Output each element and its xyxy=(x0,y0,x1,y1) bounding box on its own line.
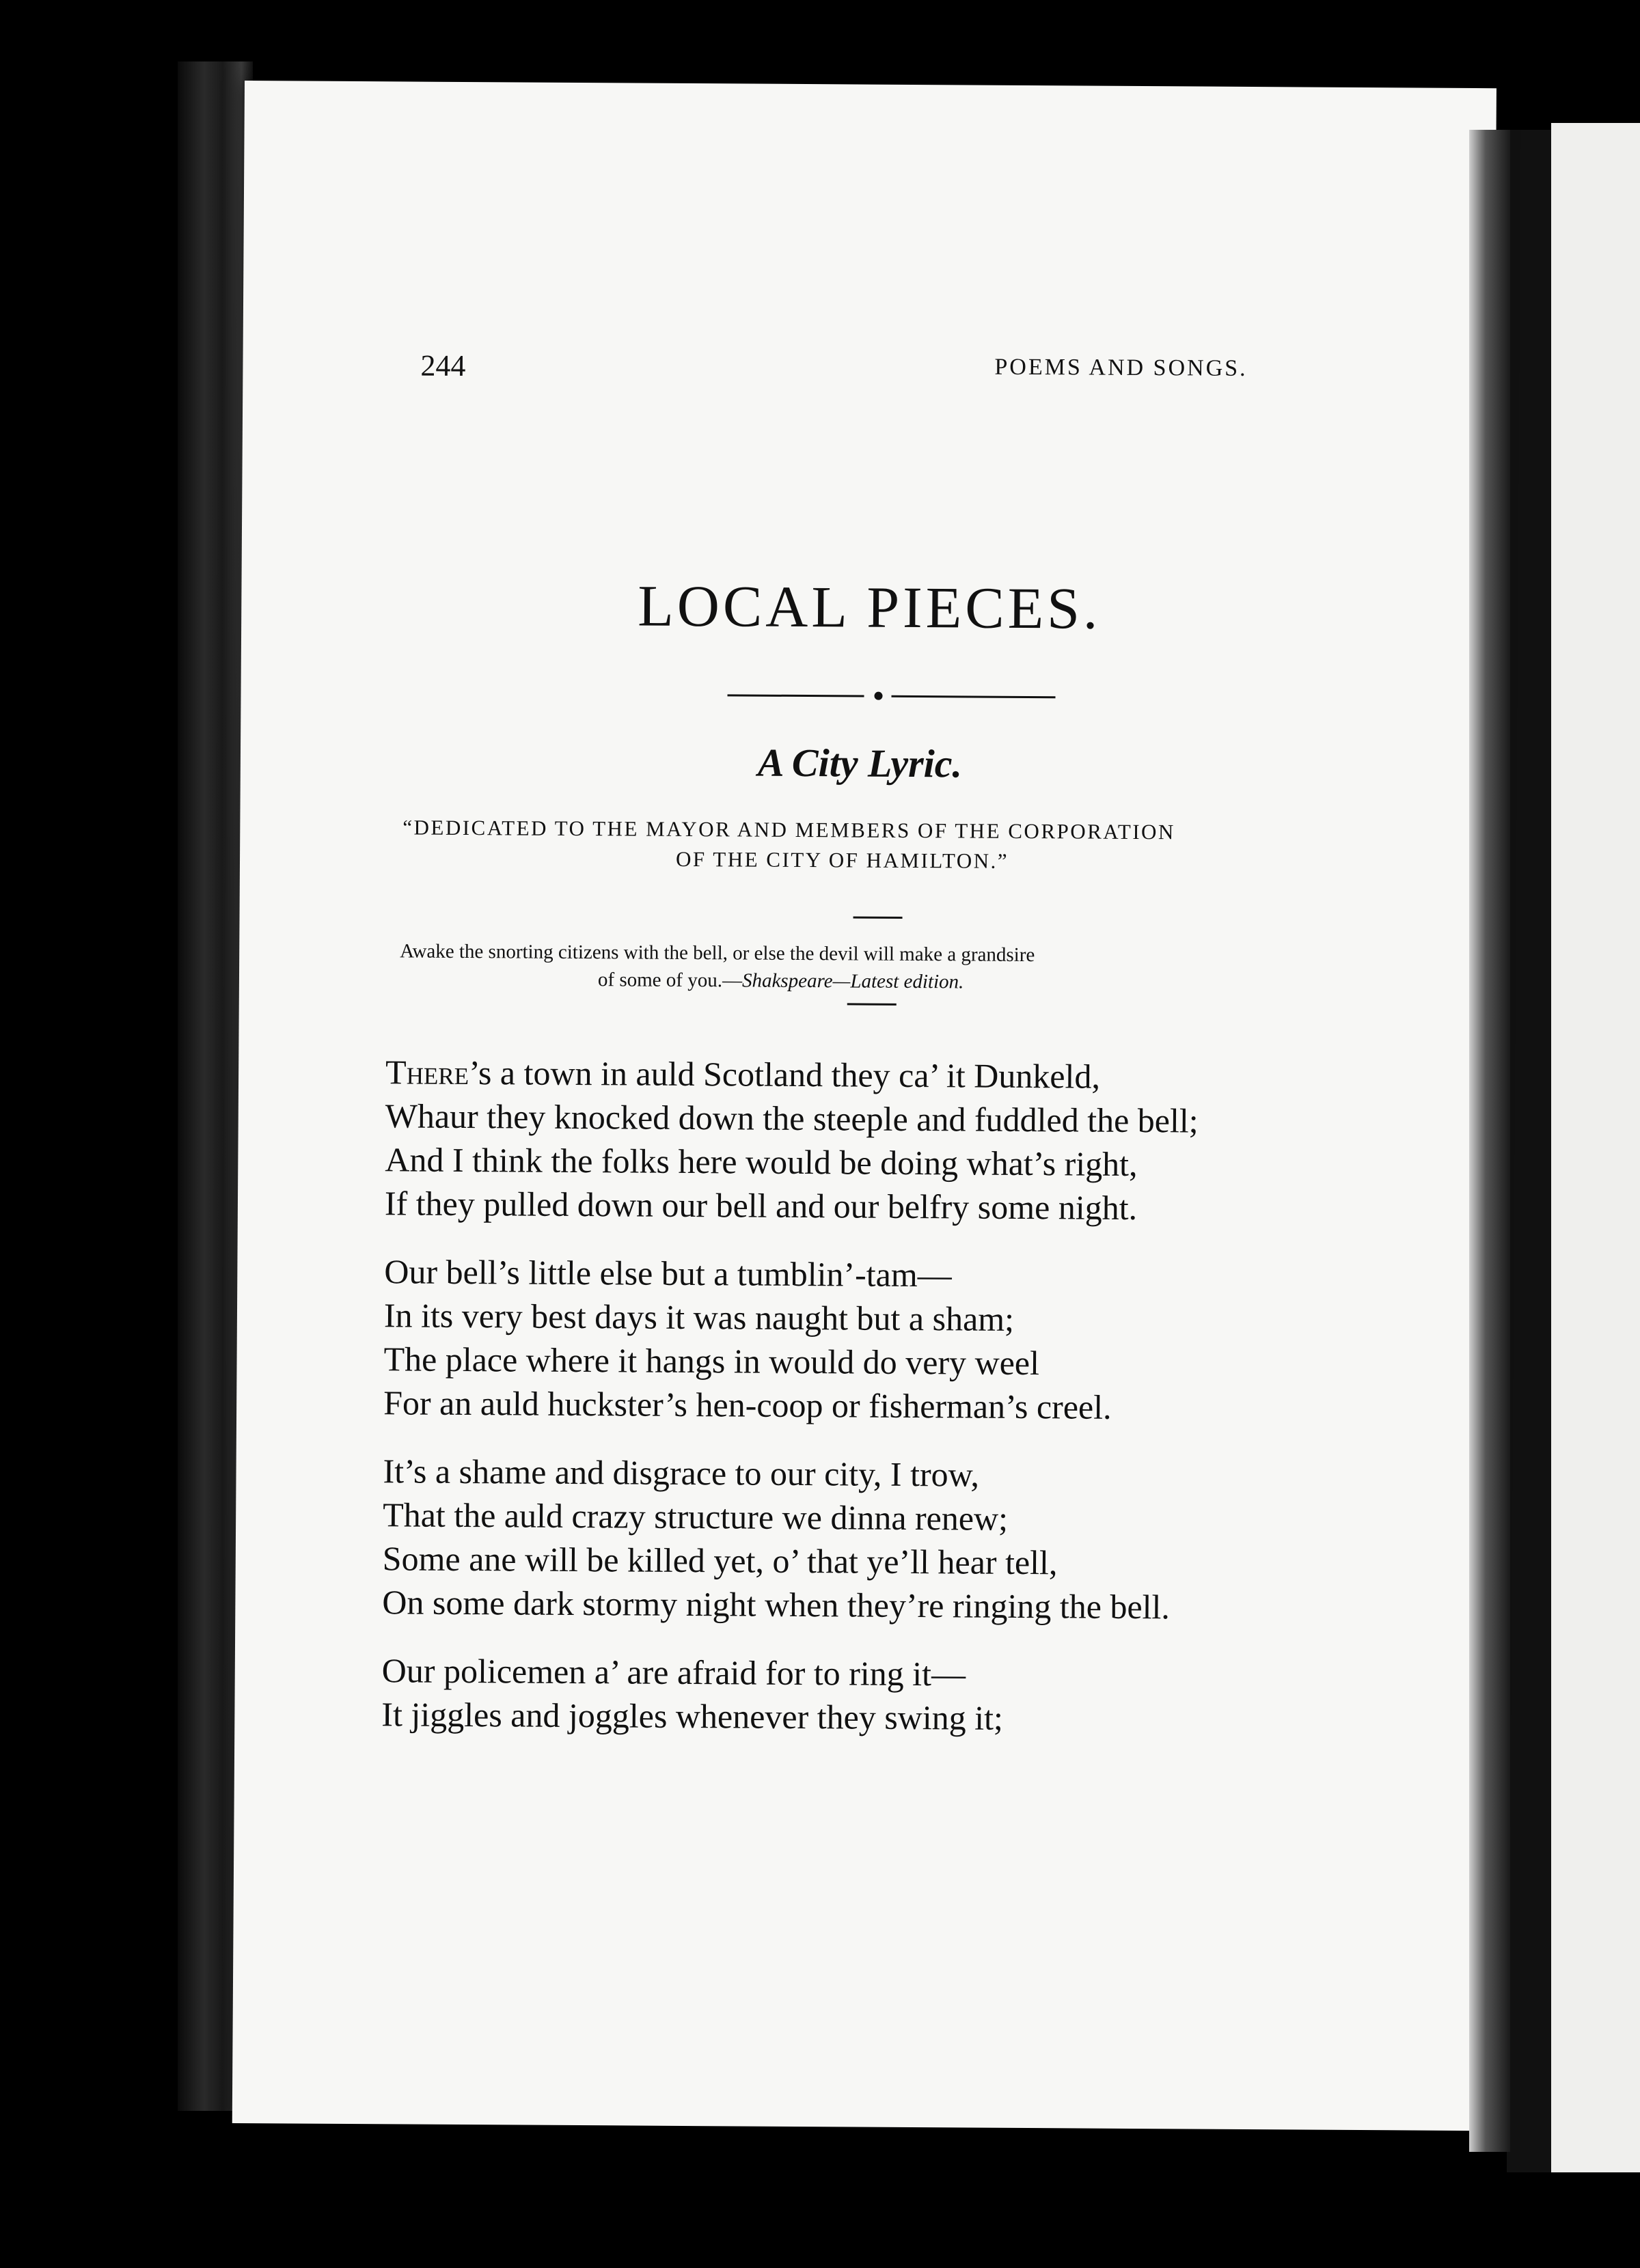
poem-line-text: ’s a town in auld Scotland they ca’ it Dunkeld, xyxy=(468,1053,1101,1096)
page-number: 244 xyxy=(420,348,466,383)
epigraph-line: Awake the snorting citizens with the bell, or else the devil will make a grandsire xyxy=(400,940,1035,967)
epigraph-line xyxy=(400,965,1397,998)
poem-line: And I think the folks here would be doing what’s right, xyxy=(385,1140,1138,1184)
book-page xyxy=(232,81,1496,2131)
poem-title: A City Lyric. xyxy=(757,740,963,786)
ornament-line-left xyxy=(728,694,864,697)
short-rule xyxy=(853,916,903,918)
dedication-line: “DEDICATED TO THE MAYOR AND MEMBERS OF THE CORPORATION xyxy=(402,815,1175,844)
stanza xyxy=(385,1050,1425,1231)
poem-body xyxy=(381,1050,1424,1767)
ornament-dot xyxy=(874,692,882,700)
poem-line: If they pulled down our bell and our belfry some night. xyxy=(384,1184,1138,1228)
poem-line: The place where it hangs in would do very weel xyxy=(383,1340,1040,1383)
stanza xyxy=(381,1648,1421,1742)
poem-line: It jiggles and joggles whenever they swing it; xyxy=(381,1695,1004,1737)
dedication xyxy=(402,812,1387,879)
poem-line: In its very best days it was naught but a sham; xyxy=(383,1296,1015,1338)
facing-page xyxy=(1551,123,1640,2172)
dedication-line: OF THE CITY OF HAMILTON.” xyxy=(675,846,1009,873)
epigraph xyxy=(400,937,1397,998)
poem-line: Some ane will be killed yet, o’ that ye’ll hear tell, xyxy=(382,1539,1058,1582)
short-rule xyxy=(847,1003,897,1005)
poem-line: Our bell’s little else but a tumblin’-tam— xyxy=(384,1252,952,1295)
epigraph-attribution: Shakspeare—Latest edition. xyxy=(741,969,964,993)
poem-line xyxy=(385,1050,1424,1100)
ornamental-rule xyxy=(727,688,1055,705)
drop-word: There xyxy=(385,1053,469,1092)
page-header xyxy=(420,348,1309,395)
poem-line: Our policemen a’ are afraid for to ring it— xyxy=(381,1651,966,1693)
stanza xyxy=(382,1449,1422,1630)
poem-line: That the auld crazy structure we dinna renew; xyxy=(383,1495,1009,1538)
poem-line: It’s a shame and disgrace to our city, I trow, xyxy=(383,1452,980,1494)
poem-line: Whaur they knocked down the steeple and fuddled the bell; xyxy=(385,1096,1199,1140)
poem-line: On some dark stormy night when they’re ringing the bell. xyxy=(382,1583,1171,1627)
running-head: POEMS AND SONGS. xyxy=(994,354,1248,381)
epigraph-text: of some of you.— xyxy=(597,969,743,992)
page-edge-shadow xyxy=(1469,130,1510,2152)
section-title: LOCAL PIECES. xyxy=(638,572,1102,641)
stanza xyxy=(383,1249,1423,1430)
gutter-shadow xyxy=(1507,130,1551,2172)
ornament-line-right xyxy=(892,695,1056,698)
poem-line: For an auld huckster’s hen-coop or fisherman’s creel. xyxy=(383,1383,1112,1426)
